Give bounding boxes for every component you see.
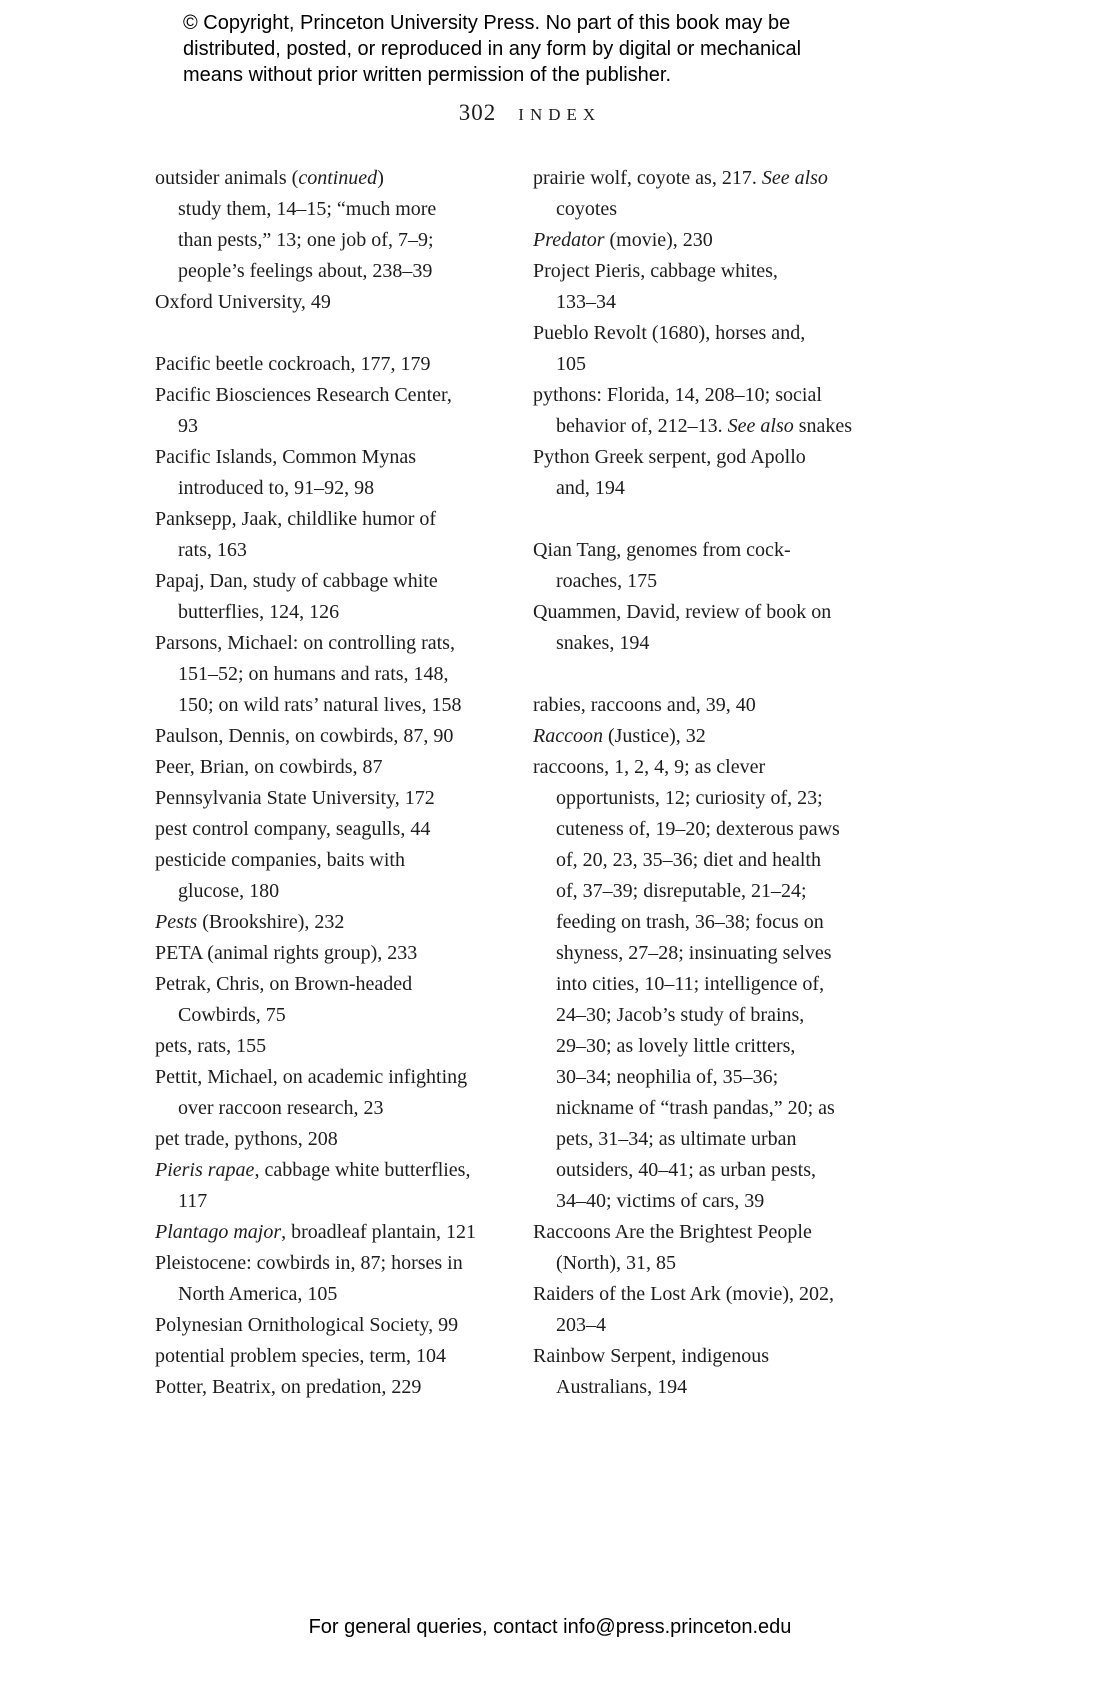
italic-text: Predator [533,229,605,251]
index-entry [533,690,905,721]
index-entry [155,1062,533,1124]
index-entry [155,907,533,938]
index-entry [533,163,905,225]
copyright-notice [183,10,801,88]
page-number: 302 [458,100,497,125]
index-line [533,318,905,349]
text: Potter, Beatrix, on predation, 229 [155,1376,422,1398]
index-entry [533,442,905,504]
text: 29–30; as lovely little critters, [556,1035,796,1057]
index-line [155,814,533,845]
text: into cities, 10–11; intelligence of, [556,973,825,995]
index-entry [533,225,905,256]
index-line [533,1062,905,1093]
index-line [155,907,533,938]
text: (Brookshire), 232 [197,911,345,933]
index-line [533,1093,905,1124]
text: North America, 105 [178,1283,338,1305]
text: (movie), 230 [604,229,713,251]
running-head [155,100,905,126]
index-line [155,380,533,411]
text: pet trade, pythons, 208 [155,1128,338,1150]
text: nickname of “trash pandas,” 20; as [556,1097,835,1119]
index-line [533,1186,905,1217]
footer-query-note: For general queries, contact info@press.princeton.edu [308,1616,792,1638]
text: behavior of, 212–13. [556,415,728,437]
italic-text: See also [761,167,828,189]
index-entry [533,1217,905,1279]
text: potential problem species, term, 104 [155,1345,447,1367]
text: feeding on trash, 36–38; focus on [556,911,824,933]
index-line [533,876,905,907]
text: 105 [556,353,586,375]
index-entry [533,256,905,318]
index-line [155,504,533,535]
text: raccoons, 1, 2, 4, 9; as clever [533,756,766,778]
index-entry [155,628,533,721]
index-line [533,690,905,721]
index-line [533,1124,905,1155]
text: over raccoon research, 23 [178,1097,384,1119]
index-line [533,721,905,752]
index-line [533,1155,905,1186]
index-line [533,814,905,845]
index-line [155,566,533,597]
index-line [533,1372,905,1403]
index-line [155,1310,533,1341]
index-line [155,473,533,504]
index-line [155,411,533,442]
text: 93 [178,415,198,437]
text: Panksepp, Jaak, childlike humor of [155,508,437,530]
index-line [533,1310,905,1341]
copyright-line: distributed, posted, or reproduced in any form by digital or mechanical [183,38,802,60]
index-line [533,256,905,287]
index-line [533,1000,905,1031]
text: snakes [793,415,853,437]
text: pets, 31–34; as ultimate urban [556,1128,797,1150]
index-entry [533,1279,905,1341]
index-line [533,597,905,628]
text: Australians, 194 [556,1376,688,1398]
index-entry [533,1341,905,1403]
index-line [533,969,905,1000]
italic-text: Pests [155,911,198,933]
text: prairie wolf, coyote as, 217. [533,167,762,189]
index-line [155,1248,533,1279]
text: pesticide companies, baits with [155,849,405,871]
index-line [155,752,533,783]
text: study them, 14–15; “much more [178,198,437,220]
index-entry [155,814,533,845]
text: Pueblo Revolt (1680), horses and, [533,322,806,344]
index-line [533,194,905,225]
text: Pacific Biosciences Research Center, [155,384,452,406]
index-line [533,411,905,442]
text: butterflies, 124, 126 [178,601,340,623]
italic-text: Pieris rapae [155,1159,255,1181]
text: Python Greek serpent, god Apollo [533,446,806,468]
index-line [533,566,905,597]
italic-text: See also [727,415,794,437]
text: Petrak, Chris, on Brown-headed [155,973,413,995]
index-line [155,690,533,721]
index-line [533,473,905,504]
index-line [155,845,533,876]
index-line [155,256,533,287]
text: PETA (animal rights group), 233 [155,942,418,964]
text: Paulson, Dennis, on cowbirds, 87, 90 [155,725,454,747]
text: (North), 31, 85 [556,1252,676,1274]
index-entry [155,783,533,814]
text: Parsons, Michael: on controlling rats, [155,632,455,654]
index-entry [533,752,905,1217]
text: 24–30; Jacob’s study of brains, [556,1004,805,1026]
index-line [533,442,905,473]
text: Pettit, Michael, on academic infighting [155,1066,468,1088]
index-line [533,1248,905,1279]
index-line [155,1000,533,1031]
index-columns [155,163,905,1403]
index-entry [155,969,533,1031]
index-entry [155,1031,533,1062]
index-line [155,1186,533,1217]
text: opportunists, 12; curiosity of, 23; [556,787,823,809]
text: rabies, raccoons and, 39, 40 [533,694,756,716]
text: Project Pieris, cabbage whites, [533,260,778,282]
index-line [155,628,533,659]
index-line [155,876,533,907]
index-column-left [155,163,533,1403]
index-line [155,163,533,194]
copyright-line: means without prior written permission of the publisher. [183,64,672,86]
index-line [155,194,533,225]
text: Raccoons Are the Brightest People [533,1221,812,1243]
index-entry [155,1124,533,1155]
index-entry [155,721,533,752]
text: (Justice), 32 [602,725,706,747]
index-group [533,535,905,659]
index-line [155,287,533,318]
text: Oxford University, 49 [155,291,331,313]
text: outsiders, 40–41; as urban pests, [556,1159,816,1181]
index-group [155,349,533,1403]
italic-text: Plantago major [155,1221,282,1243]
index-line [155,349,533,380]
index-group [533,690,905,1403]
text: pythons: Florida, 14, 208–10; social [533,384,822,406]
index-line [533,907,905,938]
index-line [533,380,905,411]
index-entry [155,287,533,318]
text: and, 194 [556,477,625,499]
text: 30–34; neophilia of, 35–36; [556,1066,779,1088]
index-line [155,535,533,566]
text: Pennsylvania State University, 172 [155,787,435,809]
index-entry [533,380,905,442]
text: Polynesian Ornithological Society, 99 [155,1314,459,1336]
index-entry [155,504,533,566]
index-entry [155,566,533,628]
index-line [533,163,905,194]
index-line [155,1062,533,1093]
index-line [533,1031,905,1062]
index-line [533,1217,905,1248]
index-entry [155,1372,533,1403]
index-line [155,1372,533,1403]
text: Peer, Brian, on cowbirds, 87 [155,756,383,778]
text: 203–4 [556,1314,606,1336]
index-entry [155,845,533,907]
text: of, 20, 23, 35–36; diet and health [556,849,821,871]
index-entry [533,535,905,597]
index-line [155,1217,533,1248]
text: cuteness of, 19–20; dexterous paws [556,818,840,840]
index-line [533,1341,905,1372]
index-line [533,287,905,318]
index-line [533,1279,905,1310]
text: ) [377,167,384,189]
index-entry [533,721,905,752]
text: glucose, 180 [178,880,280,902]
index-entry [155,938,533,969]
index-line [155,721,533,752]
index-line [155,1124,533,1155]
index-entry [155,349,533,380]
text: pest control company, seagulls, 44 [155,818,431,840]
index-line [533,349,905,380]
index-column-right [533,163,905,1403]
text: Raiders of the Lost Ark (movie), 202, [533,1283,835,1305]
text: Quammen, David, review of book on [533,601,832,623]
italic-text: Raccoon [533,725,603,747]
text: snakes, 194 [556,632,650,654]
index-line [155,225,533,256]
index-entry [155,380,533,442]
text: 133–34 [556,291,616,313]
text: Papaj, Dan, study of cabbage white [155,570,438,592]
index-entry [155,1310,533,1341]
index-entry [155,442,533,504]
index-line [155,783,533,814]
text: Pacific beetle cockroach, 177, 179 [155,353,431,375]
text: Pleistocene: cowbirds in, 87; horses in [155,1252,463,1274]
index-line [533,535,905,566]
index-group [533,163,905,504]
text: of, 37–39; disreputable, 21–24; [556,880,807,902]
text: shyness, 27–28; insinuating selves [556,942,832,964]
text: 117 [178,1190,208,1212]
text: 150; on wild rats’ natural lives, 158 [178,694,462,716]
text: than pests,” 13; one job of, 7–9; [178,229,434,251]
text: , broadleaf plantain, 121 [281,1221,477,1243]
index-line [533,225,905,256]
index-entry [155,1248,533,1310]
index-line [155,969,533,1000]
index-entry [155,1155,533,1217]
index-entry [155,163,533,287]
index-entry [155,1217,533,1248]
index-line [155,1155,533,1186]
text: Cowbirds, 75 [178,1004,286,1026]
index-entry [155,752,533,783]
text: people’s feelings about, 238–39 [178,260,433,282]
index-group [155,163,533,318]
text: 34–40; victims of cars, 39 [556,1190,765,1212]
index-entry [533,597,905,659]
text: 151–52; on humans and rats, 148, [178,663,449,685]
index-line [155,938,533,969]
index-line [155,1279,533,1310]
index-line [533,752,905,783]
index-line [533,628,905,659]
index-line [155,1093,533,1124]
index-line [155,1341,533,1372]
text: roaches, 175 [556,570,658,592]
italic-text: continued [298,167,378,189]
text: pets, rats, 155 [155,1035,267,1057]
index-line [533,845,905,876]
text: Rainbow Serpent, indigenous [533,1345,770,1367]
text: , cabbage white butterflies, [254,1159,471,1181]
index-line [533,783,905,814]
text: Qian Tang, genomes from cock- [533,539,791,561]
index-entry [155,1341,533,1372]
index-line [155,442,533,473]
text: introduced to, 91–92, 98 [178,477,375,499]
index-title: INDEX [518,105,602,124]
text: rats, 163 [178,539,247,561]
text: coyotes [556,198,618,220]
index-line [155,659,533,690]
text: Pacific Islands, Common Mynas [155,446,417,468]
text: outsider animals ( [155,167,299,189]
index-entry [533,318,905,380]
index-line [533,938,905,969]
copyright-line: © Copyright, Princeton University Press. No part of this book may be [183,12,791,34]
index-line [155,597,533,628]
index-line [155,1031,533,1062]
